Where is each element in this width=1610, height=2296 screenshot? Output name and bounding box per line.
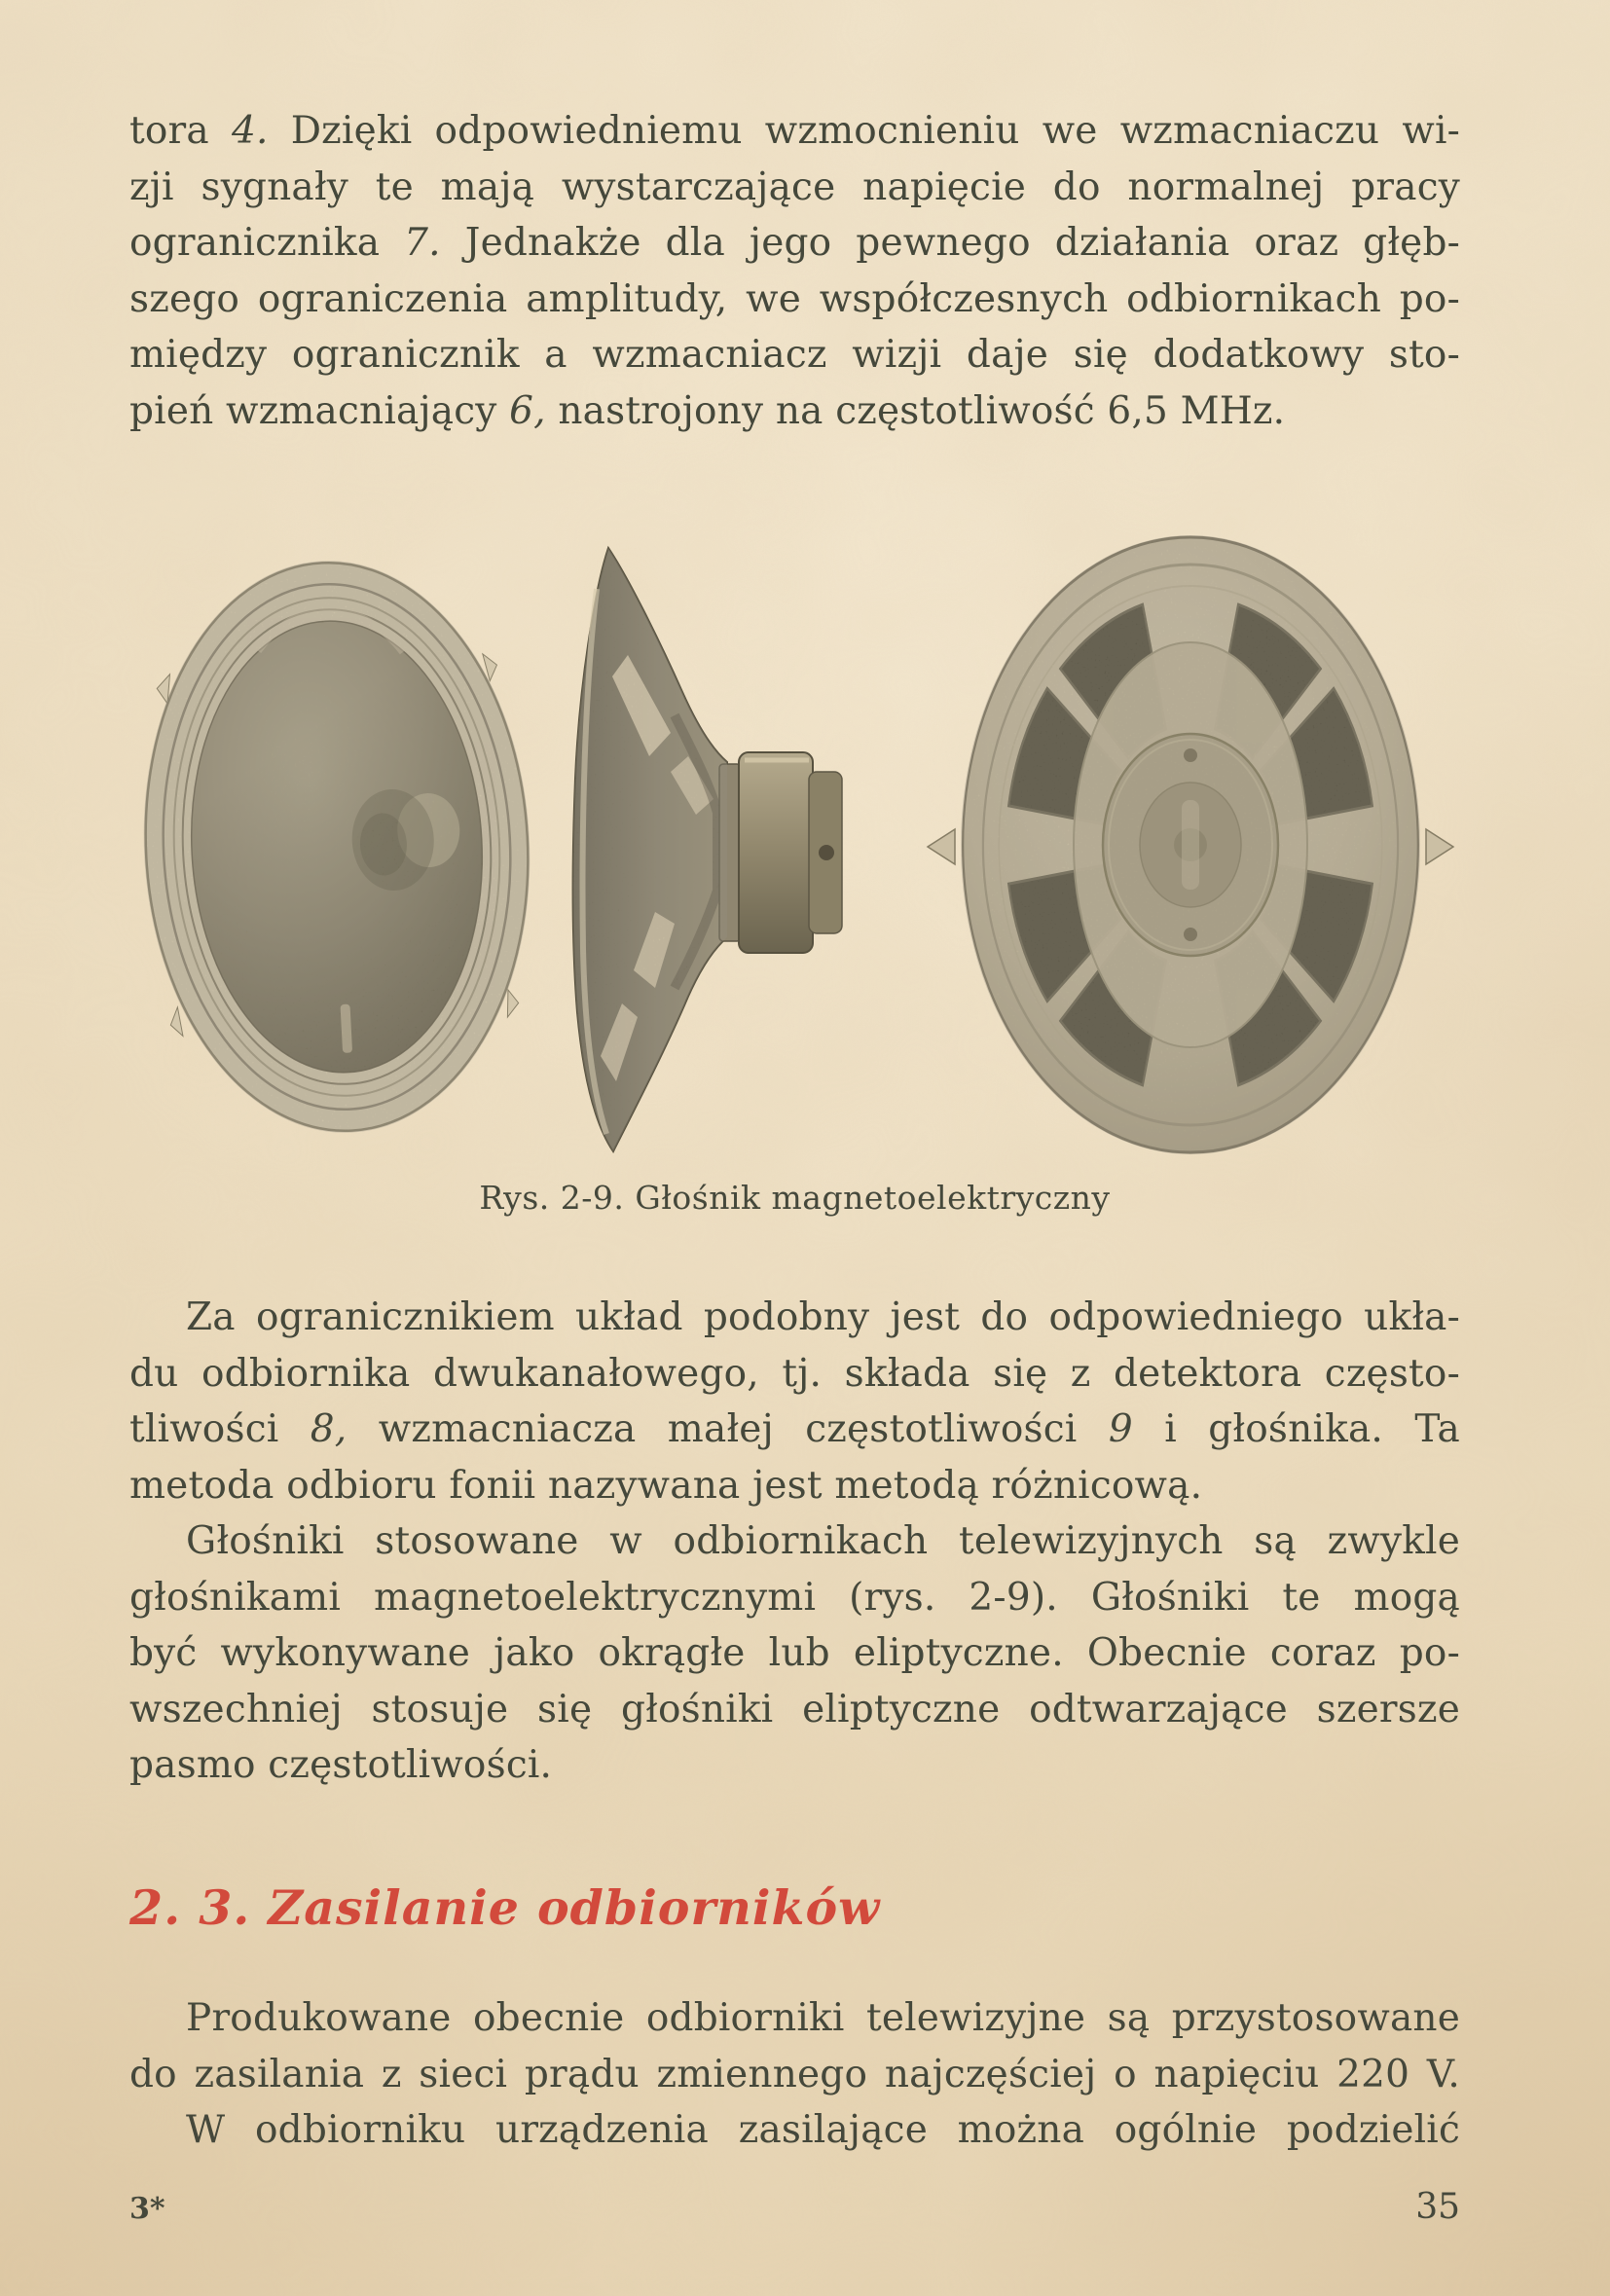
paragraph-2	[129, 1290, 1460, 1513]
page-footer	[129, 2187, 1460, 2227]
text-block	[129, 0, 1460, 2159]
paragraph-5	[129, 2102, 1460, 2159]
footnote-marker: 3*	[129, 2192, 165, 2226]
page-number: 35	[1415, 2187, 1460, 2227]
text-line: głośnikami magnetoelektrycznymi (rys. 2-9). Głośniki te mogą	[129, 1575, 1460, 1620]
text-line: do zasilania z sieci prądu zmiennego najczęściej o napięciu 220 V.	[129, 2052, 1460, 2096]
text-line: między ogranicznik a wzmacniacz wizji daje się dodatkowy sto-	[129, 333, 1460, 377]
text-line: Głośniki stosowane w odbiornikach telewizyjnych są zwykle	[186, 1519, 1460, 1563]
text-line: pień wzmacniający 6, nastrojony na częstotliwość 6,5 MHz.	[129, 388, 1286, 433]
paragraph-3	[129, 1513, 1460, 1794]
text-line: Produkowane obecnie odbiorniki telewizyjne są przystosowane	[186, 1996, 1460, 2041]
section-heading: 2. 3. Zasilanie odbiorników	[129, 1878, 881, 1936]
text-line: szego ograniczenia amplitudy, we współczesnych odbiornikach po-	[129, 276, 1460, 321]
paragraph-1	[129, 103, 1460, 439]
text-line: pasmo częstotliwości.	[129, 1743, 553, 1787]
text-line: Za ogranicznikiem układ podobny jest do odpowiedniego ukła-	[186, 1295, 1460, 1339]
paragraph-4	[129, 1990, 1460, 2102]
text-line: du odbiornika dwukanałowego, tj. składa się z detektora często-	[129, 1351, 1460, 1396]
speaker-figure-image	[129, 530, 1458, 1163]
figure-caption: Rys. 2-9. Głośnik magnetoelektryczny	[479, 1179, 1111, 1217]
text-line: zji sygnały te mają wystarczające napięcie do normalnej pracy	[129, 164, 1460, 209]
text-line: tora 4. Dzięki odpowiedniemu wzmocnieniu we wzmacniaczu wi-	[129, 109, 1460, 153]
text-line: wszechniej stosuje się głośniki eliptyczne odtwarzające szersze	[129, 1687, 1460, 1731]
text-line: ogranicznika 7. Jednakże dla jego pewnego działania oraz głęb-	[129, 221, 1460, 265]
text-line: W odbiorniku urządzenia zasilające można ogólnie podzielić	[186, 2108, 1460, 2153]
figure-speaker	[129, 530, 1460, 1217]
text-line: metoda odbioru fonii nazywana jest metodą różnicową.	[129, 1463, 1203, 1508]
text-line: być wykonywane jako okrągłe lub eliptyczne. Obecnie coraz po-	[129, 1631, 1460, 1675]
text-line: tliwości 8, wzmacniacza małej częstotliwości 9 i głośnika. Ta	[129, 1407, 1460, 1451]
